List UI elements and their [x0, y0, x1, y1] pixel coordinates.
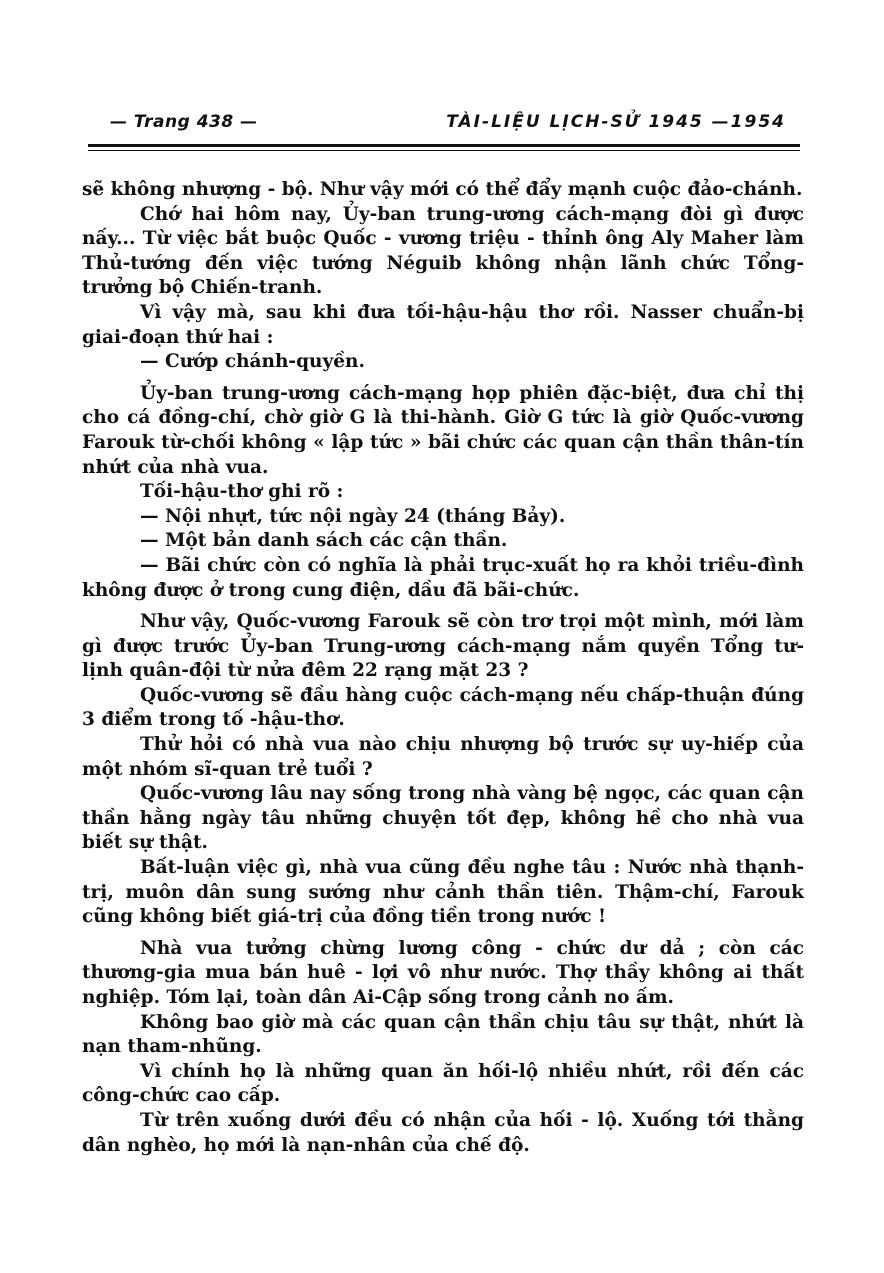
paragraph: — Một bản danh sách các cận thần. — [140, 530, 508, 552]
paragraph: Bất-luận việc gì, nhà vua cũng đều nghe tâu : Nước nhà thạnh-trị, muôn dân sung sướng như cảnh thần tiên. Thậm-chí, Farouk cũng không biết giá-trị của đồng tiền trong nước ! — [82, 857, 804, 928]
body-text — [82, 178, 804, 1158]
paragraph: Thử hỏi có nhà vua nào chịu nhượng bộ trước sự uy-hiếp của một nhóm sĩ-quan trẻ tuổi ? — [82, 734, 804, 780]
page-number: — Trang 438 — — [110, 112, 258, 132]
paragraph: Quốc-vương lâu nay sống trong nhà vàng bệ ngọc, các quan cận thần hằng ngày tâu những chuyện tốt đẹp, không hề cho nhà vua biết sự thật. — [82, 783, 804, 854]
paragraph: Tối-hậu-thơ ghi rõ : — [140, 481, 344, 503]
paragraph: sẽ không nhượng - bộ. Như vậy mới có thể đẩy mạnh cuộc đảo-chánh. — [82, 179, 803, 200]
paragraph: Không bao giờ mà các quan cận thần chịu tâu sự thật, nhứt là nạn tham-nhũng. — [82, 1011, 804, 1058]
header-rule-thin — [88, 150, 800, 151]
paragraph: Ủy-ban trung-ương cách-mạng họp phiên đặc-biệt, đưa chỉ thị cho cá đồng-chí, chờ giờ G là thi-hành. Giờ G tức là giờ Quốc-vương Farouk từ-chối không « lập tức » bãi chức các quan cận thần thân-tín nhứt của nhà vua. — [82, 382, 804, 478]
page-header — [110, 112, 786, 138]
paragraph: Từ trên xuống dưới đều có nhận của hối - lộ. Xuống tới thằng dân nghèo, họ mới là nạn-nhân của chế độ. — [82, 1109, 804, 1156]
header-rule-thick — [88, 144, 800, 147]
paragraph: Nhà vua tưởng chừng lương công - chức dư dả ; còn các thương-gia mua bán huê - lợi vô như nước. Thợ thầy không ai thất nghiệp. Tóm lại, toàn dân Ai-Cập sống trong cảnh no ấm. — [82, 937, 804, 1008]
paragraph: Như vậy, Quốc-vương Farouk sẽ còn trơ trọi một mình, mới làm gì được trước Ủy-ban Trung-ương cách-mạng nắm quyền Tổng tư-lịnh quân-đội từ nửa đêm 22 rạng mặt 23 ? — [82, 611, 804, 682]
paragraph: Quốc-vương sẽ đầu hàng cuộc cách-mạng nếu chấp-thuận đúng 3 điểm trong tố -hậu-thơ. — [82, 684, 804, 731]
paragraph: Vì vậy mà, sau khi đưa tối-hậu-hậu thơ rồi. Nasser chuẩn-bị giai-đoạn thứ hai : — [82, 301, 804, 348]
paragraph: — Cướp chánh-quyền. — [140, 351, 365, 373]
paragraph: Vì chính họ là những quan ăn hối-lộ nhiều nhứt, rồi đến các công-chức cao cấp. — [82, 1060, 804, 1107]
paragraph: — Nội nhựt, tức nội ngày 24 (tháng Bảy). — [140, 505, 566, 527]
running-title: TÀI-LIỆU LỊCH-SỬ 1945 —1954 — [446, 112, 786, 132]
paragraph: Chớ hai hôm nay, Ủy-ban trung-ương cách-mạng đòi gì được nấy... Từ việc bắt buộc Quốc - vương triệu - thỉnh ông Aly Maher làm Thủ-tướng đến việc tướng Néguib không nhận lãnh chức Tổng-trưởng bộ Chiến-tranh. — [82, 203, 804, 299]
paragraph: — Bãi chức còn có nghĩa là phải trục-xuất họ ra khỏi triều-đình không được ở trong cung điện, dầu đã bãi-chức. — [82, 554, 804, 601]
